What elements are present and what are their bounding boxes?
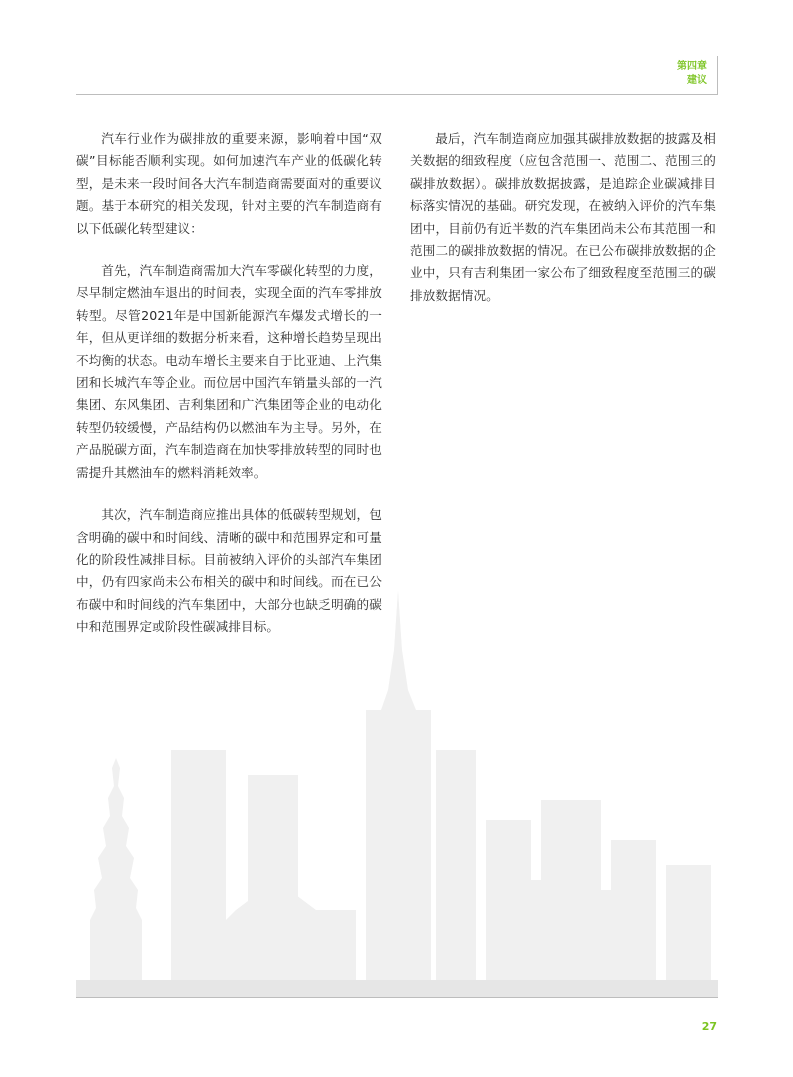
header-rule — [76, 94, 718, 95]
ground-shape — [76, 980, 718, 997]
paragraph-intro: 汽车行业作为碳排放的重要来源，影响着中国“双碳”目标能否顺利实现。如何加速汽车产业的低碳化转型，是未来一段时间各大汽车制造商需要面对的重要议题。基于本研究的相关发现，针对主要的汽车制造商有以下低碳化转型建议： — [76, 131, 382, 236]
section-label: 建议 — [687, 75, 707, 86]
left-column — [76, 128, 382, 659]
paragraph-first-recommendation: 首先，汽车制造商需加大汽车零碳化转型的力度，尽早制定燃油车退出的时间表，实现全面的汽车零排放转型。尽管2021年是中国新能源汽车爆发式增长的一年，但从更详细的数据分析来看，这种增长趋势呈现出不均衡的状态。电动车增长主要来自于比亚迪、上汽集团和长城汽车等企业。而位居中国汽车销量头部的一汽集团、东风集团、吉利集团和广汽集团等企业的电动化转型仍较缓慢，产品结构仍以燃油车为主导。另外，在产品脱碳方面，汽车制造商在加快零排放转型的同时也需提升其燃油车的燃料消耗效率。 — [76, 263, 382, 480]
building-shape — [666, 865, 711, 997]
chapter-label: 第四章 — [677, 61, 707, 72]
header-divider — [717, 56, 718, 95]
building-shape — [516, 880, 546, 997]
footer-rule — [76, 997, 718, 998]
chapter-header — [677, 60, 707, 88]
paragraph-last-recommendation: 最后，汽车制造商应加强其碳排放数据的披露及相关数据的细致程度（应包含范围一、范围二、范围三的碳排放数据）。碳排放数据披露，是追踪企业碳减排目标落实情况的基础。研究发现，在被纳入评价的汽车集团中，目前仍有近半数的汽车集团尚未公布其范围一和范围二的碳排放数据的情况。在已公布碳排放数据的企业中，只有吉利集团一家公布了细致程度至范围三的碳排放数据情况。 — [410, 131, 716, 303]
page-number: 27 — [701, 1020, 717, 1033]
paragraph-second-recommendation: 其次，汽车制造商应推出具体的低碳转型规划，包含明确的碳中和时间线、清晰的碳中和范围界定和可量化的阶段性减排目标。目前被纳入评价的头部汽车集团中，仍有四家尚未公布相关的碳中和时间线。而在已公布碳中和时间线的汽车集团中，大部分也缺乏明确的碳中和范围界定或阶段性碳减排目标。 — [76, 507, 382, 635]
right-column — [410, 128, 716, 327]
building-shape — [436, 750, 476, 997]
pagoda-shape — [90, 758, 142, 997]
